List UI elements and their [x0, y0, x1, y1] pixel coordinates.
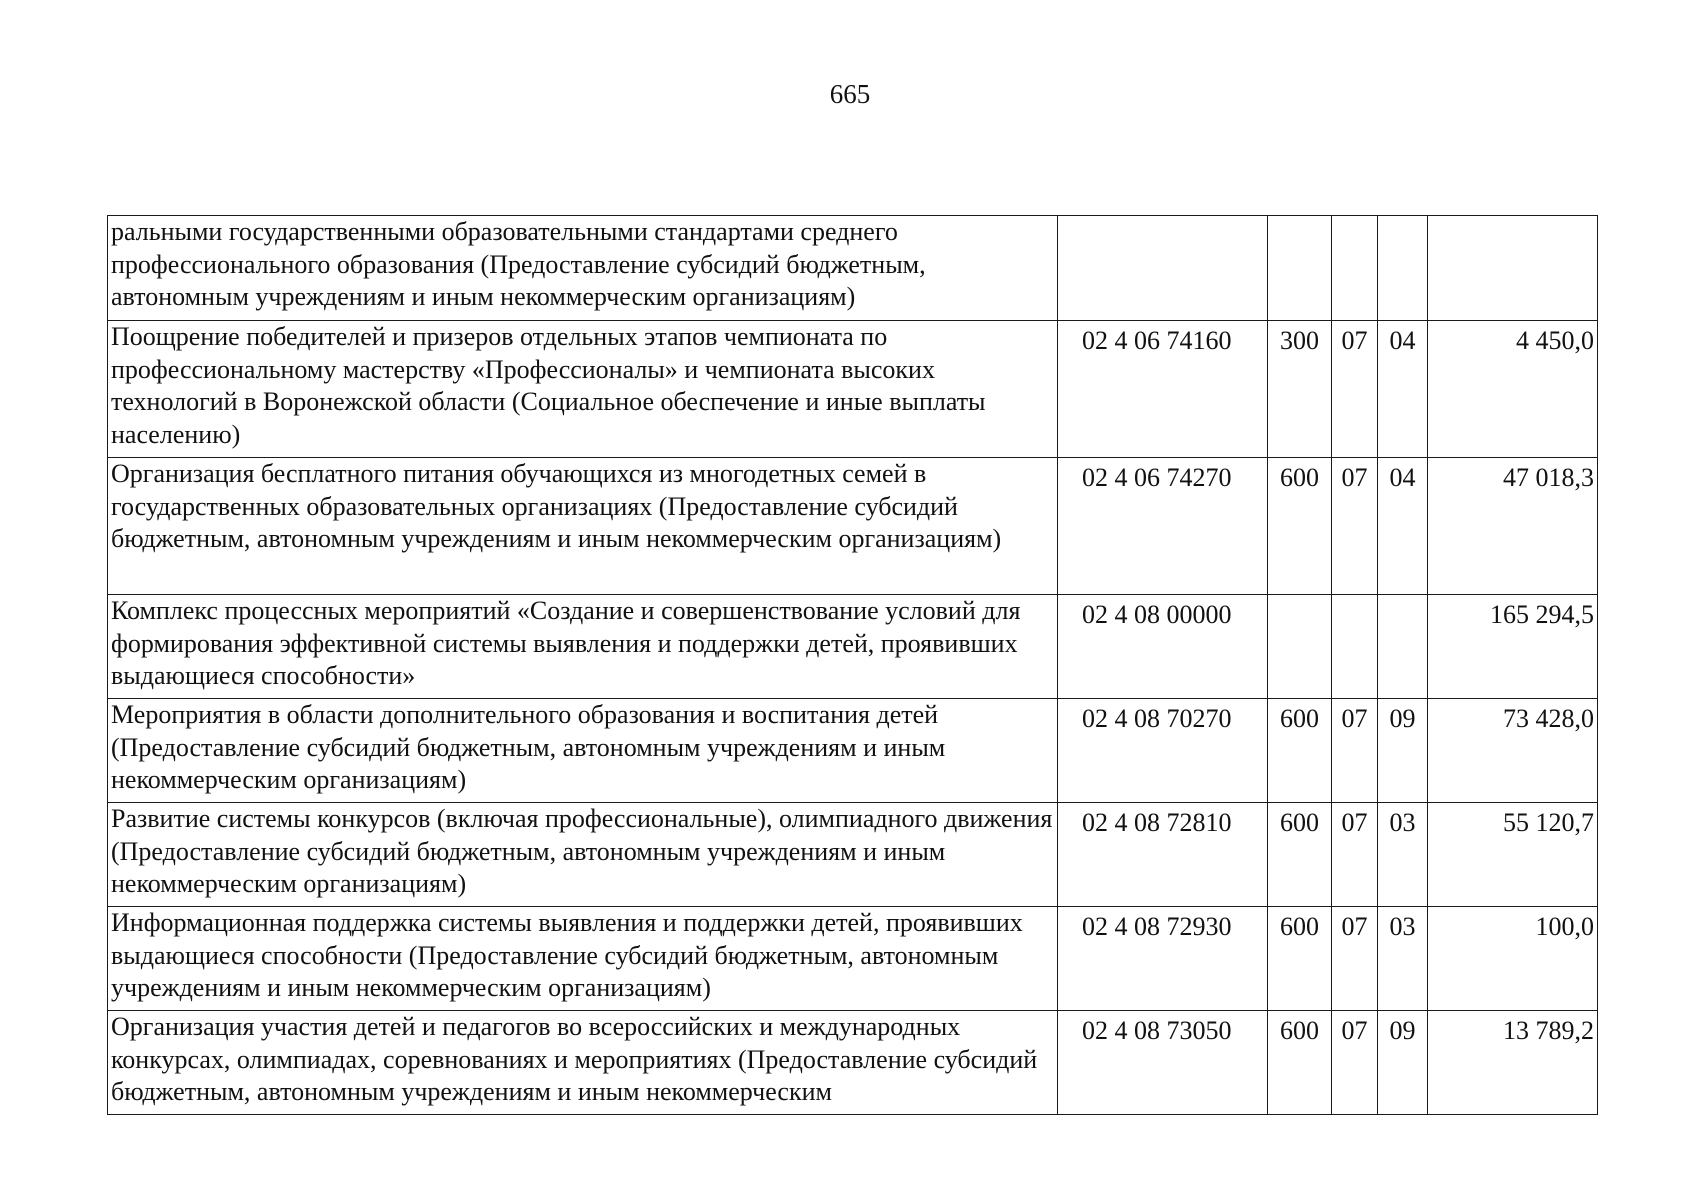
table-row [108, 803, 1598, 907]
table-row [108, 216, 1598, 321]
row-amount: 4 450,0 [1428, 321, 1598, 458]
row-target-code: 02 4 06 74270 [1058, 458, 1268, 595]
row-subsection: 04 [1378, 321, 1428, 458]
page-number: 665 [829, 79, 871, 109]
row-expense-type: 600 [1268, 803, 1332, 907]
row-expense-type: 600 [1268, 699, 1332, 803]
row-description: Мероприятия в области дополнительного образования и воспитания детей (Предоставление субсидий бюджетным, автономным учреждениям и иным некоммерческим организациям) [108, 699, 1058, 803]
row-amount: 100,0 [1428, 907, 1598, 1011]
row-expense-type: 600 [1268, 1011, 1332, 1115]
row-description: ральными государственными образовательными стандартами среднего профессионального образования (Предоставление субсидий бюджетным, автономным учреждениям и иным некоммерческим организациям) [108, 216, 1058, 321]
row-description: Комплекс процессных мероприятий «Создание и совершенствование условий для формирования эффективной системы выявления и поддержки детей, проявивших выдающиеся способности» [108, 595, 1058, 699]
row-section: 07 [1332, 803, 1378, 907]
row-subsection: 04 [1378, 458, 1428, 595]
row-subsection [1378, 216, 1428, 321]
row-section: 07 [1332, 699, 1378, 803]
row-section: 07 [1332, 458, 1378, 595]
budget-table [107, 215, 1598, 1115]
row-expense-type: 600 [1268, 458, 1332, 595]
row-amount: 73 428,0 [1428, 699, 1598, 803]
row-amount: 165 294,5 [1428, 595, 1598, 699]
row-subsection: 03 [1378, 803, 1428, 907]
table-row [108, 321, 1598, 458]
row-expense-type: 300 [1268, 321, 1332, 458]
row-description: Организация участия детей и педагогов во всероссийских и международных конкурсах, олимпиадах, соревнованиях и мероприятиях (Предоставление субсидий бюджетным, автономным учреждениям и иным некоммерческим [108, 1011, 1058, 1115]
table-row [108, 458, 1598, 595]
row-description: Поощрение победителей и призеров отдельных этапов чемпионата по профессиональному мастерству «Профессионалы» и чемпионата высоких технологий в Воронежской области (Социальное обеспечение и иные выплаты населению) [108, 321, 1058, 458]
row-target-code: 02 4 06 74160 [1058, 321, 1268, 458]
row-section: 07 [1332, 1011, 1378, 1115]
table-row [108, 1011, 1598, 1115]
table-row [108, 699, 1598, 803]
row-target-code: 02 4 08 00000 [1058, 595, 1268, 699]
row-subsection: 09 [1378, 699, 1428, 803]
row-target-code: 02 4 08 72810 [1058, 803, 1268, 907]
row-amount: 47 018,3 [1428, 458, 1598, 595]
row-subsection [1378, 595, 1428, 699]
table-row [108, 907, 1598, 1011]
row-amount: 55 120,7 [1428, 803, 1598, 907]
row-section [1332, 216, 1378, 321]
row-target-code [1058, 216, 1268, 321]
row-target-code: 02 4 08 70270 [1058, 699, 1268, 803]
row-expense-type: 600 [1268, 907, 1332, 1011]
row-description: Развитие системы конкурсов (включая профессиональные), олимпиадного движения (Предоставление субсидий бюджетным, автономным учреждениям и иным некоммерческим организациям) [108, 803, 1058, 907]
table-row [108, 595, 1598, 699]
row-description: Информационная поддержка системы выявления и поддержки детей, проявивших выдающиеся способности (Предоставление субсидий бюджетным, автономным учреждениям и иным некоммерческим организациям) [108, 907, 1058, 1011]
row-amount: 13 789,2 [1428, 1011, 1598, 1115]
row-subsection: 09 [1378, 1011, 1428, 1115]
row-expense-type [1268, 216, 1332, 321]
row-expense-type [1268, 595, 1332, 699]
row-section: 07 [1332, 321, 1378, 458]
row-amount [1428, 216, 1598, 321]
row-description: Организация бесплатного питания обучающихся из многодетных семей в государственных образовательных организациях (Предоставление субсидий бюджетным, автономным учреждениям и иным некоммерческим организациям) [108, 458, 1058, 595]
row-section: 07 [1332, 907, 1378, 1011]
row-section [1332, 595, 1378, 699]
row-target-code: 02 4 08 72930 [1058, 907, 1268, 1011]
row-subsection: 03 [1378, 907, 1428, 1011]
row-target-code: 02 4 08 73050 [1058, 1011, 1268, 1115]
